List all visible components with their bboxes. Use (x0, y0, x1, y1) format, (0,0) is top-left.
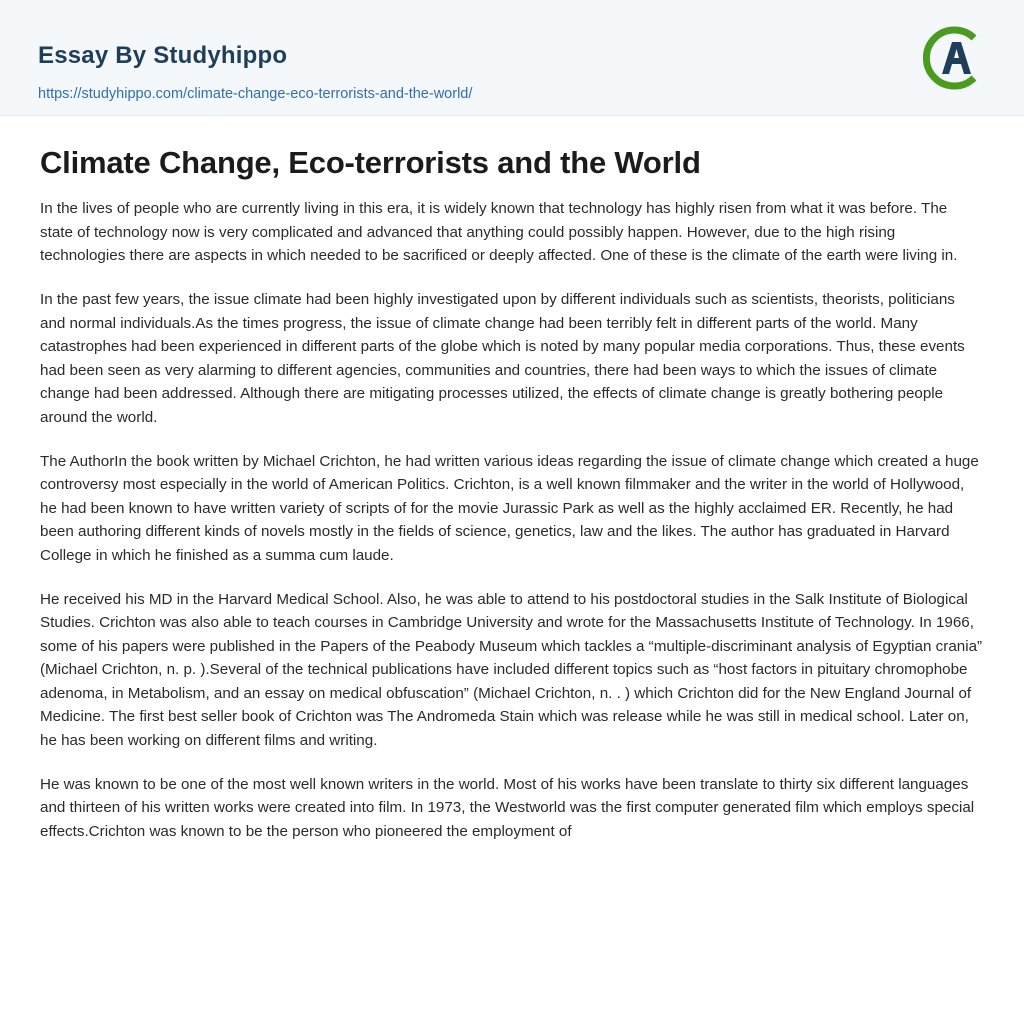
article-body (0, 116, 1024, 883)
studyhippo-logo-icon (916, 22, 988, 94)
brand-title (38, 42, 287, 70)
paragraph-1: In the lives of people who are currently living in this era, it is widely known that technology has highly risen from what it was before. The state of technology now is very complicated and advanced that anything could possibly happen. However, due to the high rising technologies there are aspects in which needed to be sacrificed or deeply affected. One of these is the climate of the earth were living in. (40, 200, 958, 265)
paragraph-2: In the past few years, the issue climate had been highly investigated upon by different individuals such as scientists, theorists, politicians and normal individuals.As the times progress, the issue of climate change had been terribly felt in different parts of the world. Many catastrophes had been experienced in different parts of the globe which is noted by many popular media corporations. Thus, these events had been seen as very alarming to different agencies, communities and countries, there had been ways to which the issues of climate change had been addressed. Although there are mitigating processes utilized, the effects of climate change is greatly bothering people around the world. (40, 290, 965, 426)
paragraph-4: He received his MD in the Harvard Medical School. Also, he was able to attend to his postdoctoral studies in the Salk Institute of Biological Studies. Crichton was also able to teach courses in Cambridge University and wrote for the Massachusetts Institute of Technology. In 1966, some of his papers were published in the Papers of the Peabody Museum which tackles a “multiple-discriminant analysis of Egyptian crania” (Michael Crichton, n. p. ).Several of the technical publications have included different topics such as “host factors in pituitary chromophobe adenoma, in Metabolism, and an essay on medical obfuscation” (Michael Crichton, n. . ) which Crichton did for the New England Journal of Medicine. The first best seller book of Crichton was The Andromeda Stain which was release while he was still in medical school. Later on, he has been working on different films and writing. (40, 590, 983, 750)
paragraph-5: He was known to be one of the most well known writers in the world. Most of his works have been translate to thirty six different languages and thirteen of his written works were created into film. In 1973, the Westworld was the first computer generated film which employs special effects.Crichton was known to be the person who pioneered the employment of (40, 775, 975, 840)
brand-title-text: Essay By Studyhippo (38, 42, 288, 69)
site-header (0, 0, 1024, 116)
article-source-link[interactable]: https://studyhippo.com/climate-change-eco-terrorists-and-the-world/ (38, 86, 473, 102)
paragraph-3: The AuthorIn the book written by Michael Crichton, he had written various ideas regarding the issue of climate change which created a huge controversy most especially in the world of American Politics. Crichton, is a well known filmmaker and the writer in the world of Hollywood, he had been known to have written variety of scripts of for the movie Jurassic Park as well as the highly acclaimed ER. Recently, he had been authoring different kinds of novels mostly in the fields of science, genetics, law and the likes. The author has graduated in Harvard College in which he finished as a summa cum laude. (40, 452, 979, 564)
page-title: Climate Change, Eco-terrorists and the World (40, 145, 701, 180)
